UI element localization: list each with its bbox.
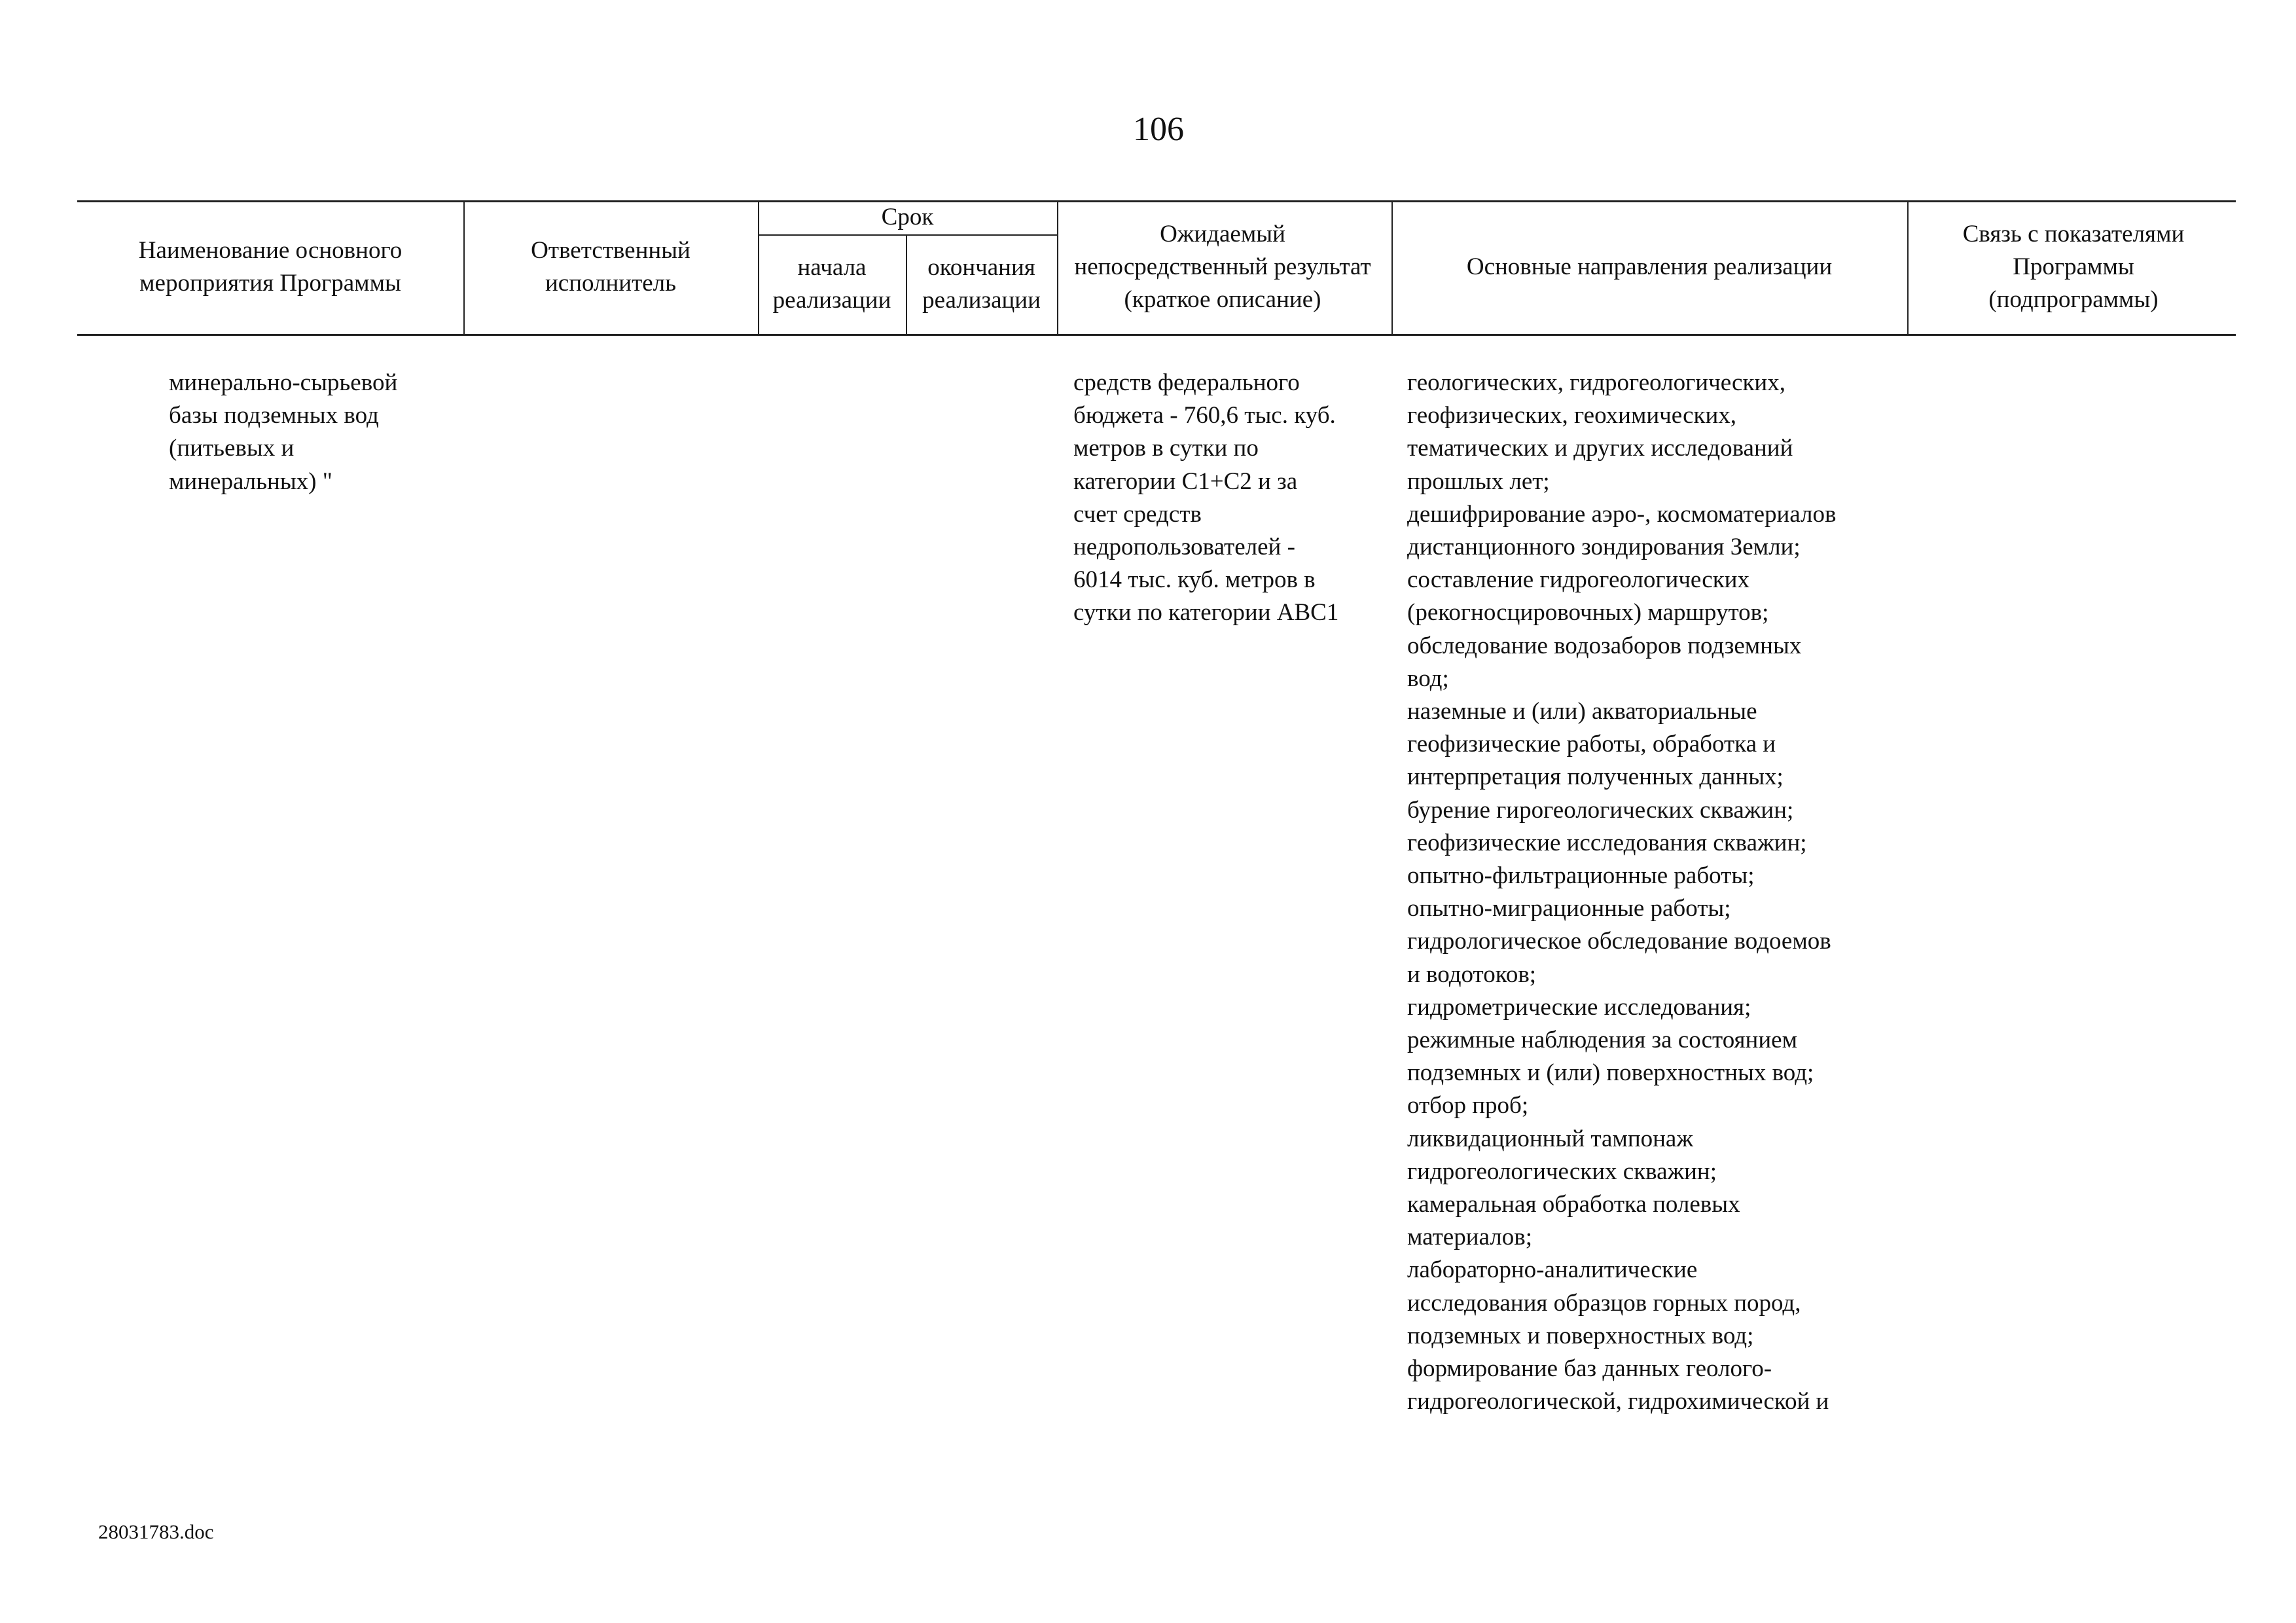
header-directions: Основные направления реализации [1466, 253, 1833, 280]
header-link: Связь с показателями Программы (подпрограммы) [1962, 221, 2185, 313]
column-divider [1907, 200, 1909, 334]
header-term: Срок [881, 204, 934, 230]
header-name: Наименование основного мероприятия Программы [138, 237, 403, 297]
cell-directions: геологических, гидрогеологических, геофизических, геохимических, тематических и других исследований прошлых лет; дешифрирование аэро-, космоматериалов дистанционного зондирования Земли; составление гидрогеологических (рекогносцировочных) маршрутов; обследование водозаборов подземных вод; наземные и (или) акваториальные геофизические работы, обработка и интерпретация полученных данных; бурение гирогеологических скважин; геофизические исследования скважин; опытно-фильтрационные работы; опытно-миграционные работы; гидрологическое обследование водоемов и водотоков; гидрометрические исследования; режимные наблюдения за состоянием подземных и (или) поверхностных вод; отбор проб; ликвидационный тампонаж гидрогеологических скважин; камеральная обработка полевых материалов; лабораторно-аналитические исследования образцов горных пород, подземных и поверхностных вод; формирование баз данных геолого- гидрогеологической, гидрохимической и [1407, 369, 1837, 1415]
header-bottom-rule [77, 334, 2236, 336]
header-result: Ожидаемый непосредственный результат (краткое описание) [1074, 221, 1371, 313]
page-number: 106 [1133, 111, 1184, 148]
document-filename: 28031783.doc [98, 1520, 214, 1543]
cell-expected-result: средств федерального бюджета - 760,6 тыс. куб. метров в сутки по категории С1+С2 и за счет средств недропользователей - 6014 тыс. куб. метров в сутки по категории АВС1 [1073, 369, 1339, 627]
header-executor: Ответственный исполнитель [531, 237, 691, 297]
cell-program-name: минерально-сырьевой базы подземных вод (питьевых и минеральных) " [169, 369, 398, 495]
header-end: окончания реализации [922, 254, 1041, 314]
header-start: начала реализации [772, 254, 891, 314]
column-divider [1057, 200, 1058, 334]
